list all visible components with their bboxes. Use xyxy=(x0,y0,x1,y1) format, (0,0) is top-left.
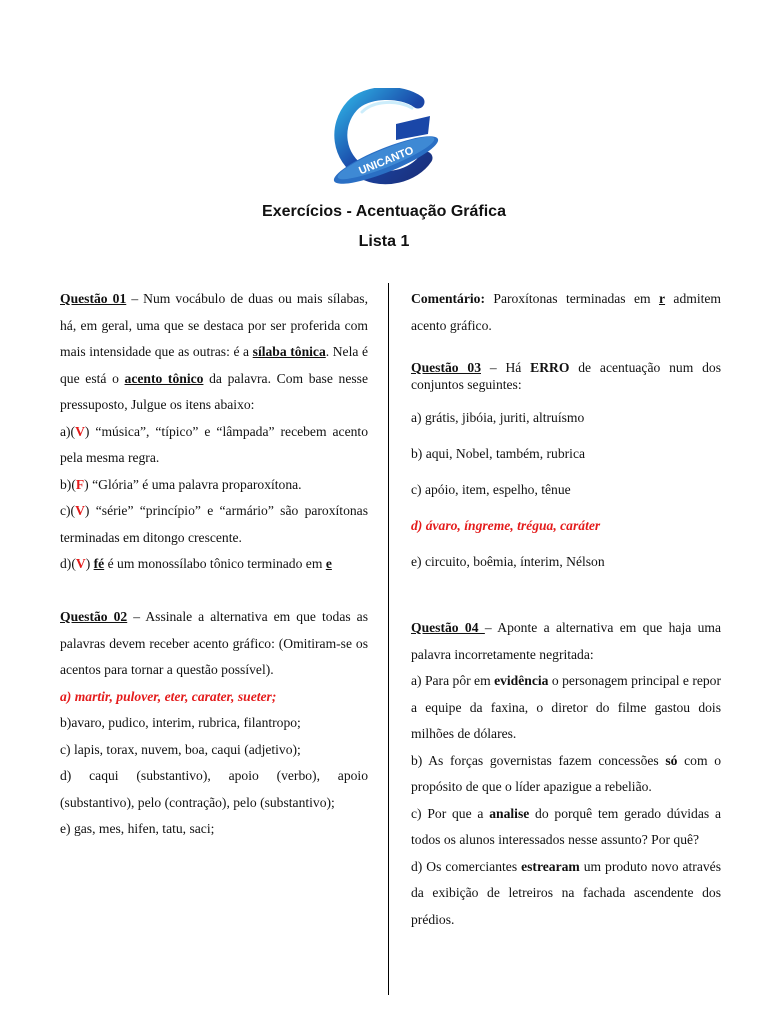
question-04-intro: Questão 04 – Aponte a alternativa em que haja uma palavra incorretamente negritada: xyxy=(411,620,721,662)
logo-text: UNICANTO xyxy=(357,144,416,178)
question-03-option-e: e) circuito, boêmia, ínterim, Nélson xyxy=(411,554,605,569)
question-03-option-b: b) aqui, Nobel, também, rubrica xyxy=(411,446,586,461)
question-02-label: Questão 02 xyxy=(60,609,128,624)
question-02-option-c: c) lapis, torax, nuvem, boa, caqui (adjetivo); xyxy=(60,741,301,757)
question-03-option-c: c) apóio, item, espelho, tênue xyxy=(411,482,571,497)
question-02-option-e: e) gas, mes, hifen, tatu, saci; xyxy=(60,821,215,836)
page-subtitle: Lista 1 xyxy=(358,233,410,250)
question-01-item-b: b)(F) “Glória” é uma palavra proparoxítona. xyxy=(60,476,302,492)
question-04-option-b: b) As forças governistas fazem concessões só com o propósito de que o líder apazigue a rebelião. xyxy=(411,752,721,794)
question-03-intro: Questão 03 – Há ERRO de acentuação num dos conjuntos seguintes: xyxy=(411,360,721,392)
question-04-option-d: d) Os comerciantes estrearam um produto novo através da exibição de letreiros na fachada ascendente dos prédios. xyxy=(411,858,721,927)
question-04-label: Questão 04 xyxy=(411,620,485,635)
question-01-intro: Questão 01 – Num vocábulo de duas ou mais sílabas, há, em geral, uma que se destaca por ser proferida com mais intensidade que as outras: é a sílaba tônica. Nela é que está o acento tônico da palavra. Com base nesse pressuposto, Julgue os itens abaixo: xyxy=(60,291,369,412)
true-false-mark: V xyxy=(75,503,85,518)
question-03-label: Questão 03 xyxy=(411,360,481,375)
true-false-mark: V xyxy=(75,556,86,571)
question-01-label: Questão 01 xyxy=(60,291,127,306)
true-false-mark: F xyxy=(75,476,85,492)
question-02-intro: Questão 02 – Assinale a alternativa em que todas as palavras devem receber acento gráfico: (Omitiram-se os acentos para tornar a questão possível). xyxy=(60,609,368,677)
question-02-answer: a) martir, pulover, eter, carater, sueter; xyxy=(60,688,277,704)
left-column xyxy=(60,286,368,843)
question-01-item-d: d)(V) fé é um monossílabo tônico terminado em e xyxy=(60,556,332,571)
question-02-option-d: d) caqui (substantivo), apoio (verbo), apoio (substantivo), pelo (contração), pelo (substantivo); xyxy=(60,768,368,810)
right-column xyxy=(411,286,721,933)
comment: Comentário: Paroxítonas terminadas em r admitem acento gráfico. xyxy=(411,291,722,333)
question-03-answer: d) ávaro, íngreme, trégua, caráter xyxy=(411,518,601,533)
question-04-option-c: c) Por que a analise do porquê tem gerado dúvidas a todos os alunos interessados nesse assunto? Por quê? xyxy=(411,805,721,847)
question-04-option-a: a) Para pôr em evidência o personagem principal e repor a equipe da faxina, o diretor do filme gastou dois milhões de dólares. xyxy=(411,673,721,741)
page-title: Exercícios - Acentuação Gráfica xyxy=(262,203,506,220)
true-false-mark: V xyxy=(75,423,85,439)
column-divider xyxy=(388,283,389,995)
question-02-option-b: b)avaro, pudico, interim, rubrica, filantropo; xyxy=(60,715,301,730)
unicanto-logo xyxy=(322,88,446,192)
question-03-option-a: a) grátis, jibóia, juriti, altruísmo xyxy=(411,410,585,425)
question-01-item-c: c)(V) “série” “princípio” e “armário” são paroxítonas terminadas em ditongo crescente. xyxy=(60,503,368,545)
comment-label: Comentário: xyxy=(411,291,485,306)
question-01-item-a: a)(V) “música”, “típico” e “lâmpada” recebem acento pela mesma regra. xyxy=(60,423,368,465)
